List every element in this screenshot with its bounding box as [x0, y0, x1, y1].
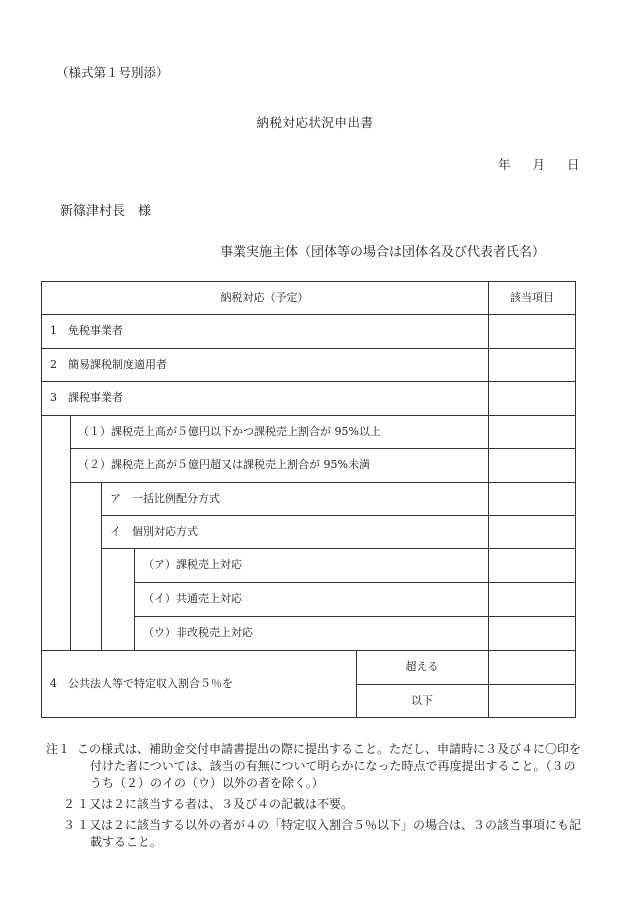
mark-cell-1[interactable] [489, 315, 575, 348]
mark-cell-4-over[interactable] [489, 651, 575, 684]
row-non-taxable-sales: （ウ）非改税売上対応 [143, 626, 253, 639]
date-month: 月 [532, 157, 546, 172]
mark-cell-2[interactable] [489, 349, 575, 381]
note-2-number: ２ [63, 797, 76, 811]
mark-cell-3-2i-a[interactable] [489, 549, 575, 582]
row-common-sales: （イ）共通売上対応 [143, 592, 242, 605]
mark-cell-3[interactable] [489, 382, 575, 415]
note-3 [46, 817, 586, 851]
note-1 [46, 741, 586, 792]
row-simplified-taxation: 2 簡易課税制度適用者 [50, 358, 167, 371]
date-year: 年 [498, 157, 511, 172]
mark-cell-4-under[interactable] [489, 685, 575, 717]
row-lump-sum-method: ア 一括比例配分方式 [110, 492, 220, 505]
mark-cell-3-2a[interactable] [489, 483, 575, 515]
row-tax-exempt: 1 免税事業者 [50, 324, 123, 337]
mark-cell-3-2i[interactable] [489, 516, 575, 548]
note-3-text: １又は２に該当する以外の者が４の「特定収入割合５％以下」の場合は、３の該当事項にも記載すること。 [77, 818, 582, 849]
note-2 [46, 796, 586, 813]
col-header-applicable: 該当項目 [510, 291, 554, 304]
row-taxable-business: 3 課税事業者 [50, 391, 123, 404]
note-3-number: ３ [63, 818, 76, 832]
option-exceeds: 超える [405, 660, 439, 673]
mark-cell-3-2i-i[interactable] [489, 583, 575, 616]
option-below: 以下 [411, 694, 433, 707]
row-taxable-over-500m: （２）課税売上高が５億円超又は課税売上割合が 95%未満 [78, 458, 370, 471]
notes-section [46, 741, 586, 851]
note-1-text: この様式は、補助金交付申請書提出の際に提出すること。ただし、申請時に３及び４に〇印を付けた者については、該当の有無について明らかになった時点で再度提出すること。（３のうち（２）のイの（ウ）以外の者を除く。） [77, 742, 582, 790]
mark-cell-3-2i-u[interactable] [489, 617, 575, 650]
form-number-label: （様式第１号別添） [56, 65, 169, 80]
addressee: 新篠津村長 様 [60, 204, 152, 219]
applicant-label: 事業実施主体（団体等の場合は団体名及び代表者氏名） [220, 245, 546, 260]
note-1-number: 注１ [46, 742, 71, 756]
mark-cell-3-2[interactable] [489, 449, 575, 482]
row-public-corporation: 4 公共法人等で特定収入割合５％を [50, 677, 233, 690]
date-day: 日 [567, 157, 580, 172]
row-individual-method: イ 個別対応方式 [110, 525, 198, 538]
note-2-text: １又は２に該当する者は、３及び４の記載は不要。 [77, 797, 354, 811]
row-taxable-sales: （ア）課税売上対応 [143, 558, 242, 571]
row-taxable-under-500m: （１）課税売上高が５億円以下かつ課税売上割合が 95%以上 [78, 425, 381, 438]
mark-cell-3-1[interactable] [489, 416, 575, 448]
col-header-tax-status: 納税対応（予定） [220, 291, 309, 304]
document-title: 納税対応状況申出書 [256, 115, 374, 130]
